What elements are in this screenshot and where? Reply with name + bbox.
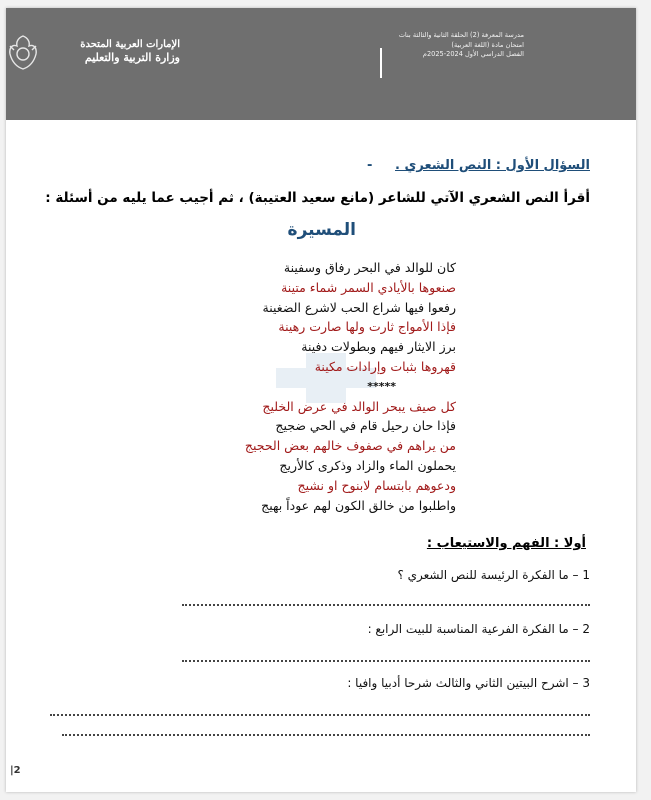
school-info [398, 31, 524, 60]
poem-verse: يحملون الماء والزاد وذكرى كالأريج [279, 457, 456, 473]
ministry-name [50, 38, 180, 65]
poem-verse: فإذا حان رحيل قام في الحي ضجيج [275, 418, 456, 434]
school-line-1: مدرسة المعرفة (2) الحلقة الثانية والثالثة بنات [398, 31, 524, 39]
question-3: 3 – اشرح البيتين الثاني والثالث شرحا أدبيا وافيا : [347, 676, 590, 690]
question-title-dash: - [366, 158, 373, 173]
answer-line-1[interactable] [182, 604, 590, 606]
poem-verses [146, 258, 456, 515]
page-number: 2 [13, 765, 21, 776]
header-divider [380, 48, 382, 78]
question-title [238, 158, 590, 173]
school-line-2: امتحان مادة (اللغة العربية) [451, 40, 524, 49]
poem-verse: واطلبوا من خالق الكون لهم عوداً بهيج [261, 497, 456, 513]
poem-verse: صنعوها بالأيادي السمر شماء متينة [281, 279, 456, 295]
page-number-bar: | [10, 765, 14, 776]
poem-verse: قهروها بثبات وإرادات مكينة [314, 358, 456, 374]
school-line-3: الفصل الدراسي الأول 2024-2025م [422, 50, 524, 59]
poem-title: المسيرة [287, 220, 356, 240]
poem-verse: من يراهم في صفوف خالهم بعض الحجيج [244, 438, 456, 454]
poem-verse: فإذا الأمواج ثارت ولها صارت رهينة [278, 319, 456, 335]
page-header [6, 8, 636, 120]
poem-verse: ودعوهم بابتسام لابنوح او نشيج [297, 477, 456, 493]
ministry-line-1: الإمارات العربية المتحدة [80, 39, 180, 50]
page-footer [10, 765, 21, 776]
answer-line-3b[interactable] [62, 734, 590, 736]
answer-line-3a[interactable] [50, 714, 590, 716]
uae-emblem-icon [6, 32, 40, 72]
poem-verse: كان للوالد في البحر رفاق وسفينة [283, 260, 456, 275]
question-instruction: أقرأ النص الشعري الآتي للشاعر (مانع سعيد العتيبة) ، ثم أجيب عما يليه من أسئلة : [45, 190, 590, 206]
poem-verse: كل صيف يبحر الوالد في عرض الخليج [262, 398, 456, 414]
ministry-line-2: وزارة التربية والتعليم [84, 51, 180, 64]
comprehension-heading: أولا : الفهم والاستيعاب : [426, 536, 586, 551]
exam-page [6, 8, 636, 792]
question-title-text: السؤال الأول : النص الشعري . [395, 158, 590, 173]
answer-line-2[interactable] [182, 660, 590, 662]
poem-verse: برز الايثار فيهم وبطولات دفينة [301, 339, 456, 355]
poem-separator: ***** [367, 379, 396, 393]
question-2: 2 – ما الفكرة الفرعية المناسبة للبيت الرابع : [367, 622, 590, 636]
poem-verse: رفعوا فيها شراع الحب لاشرع الضغينة [262, 299, 456, 315]
question-1: 1 – ما الفكرة الرئيسة للنص الشعري ؟ [397, 568, 590, 582]
